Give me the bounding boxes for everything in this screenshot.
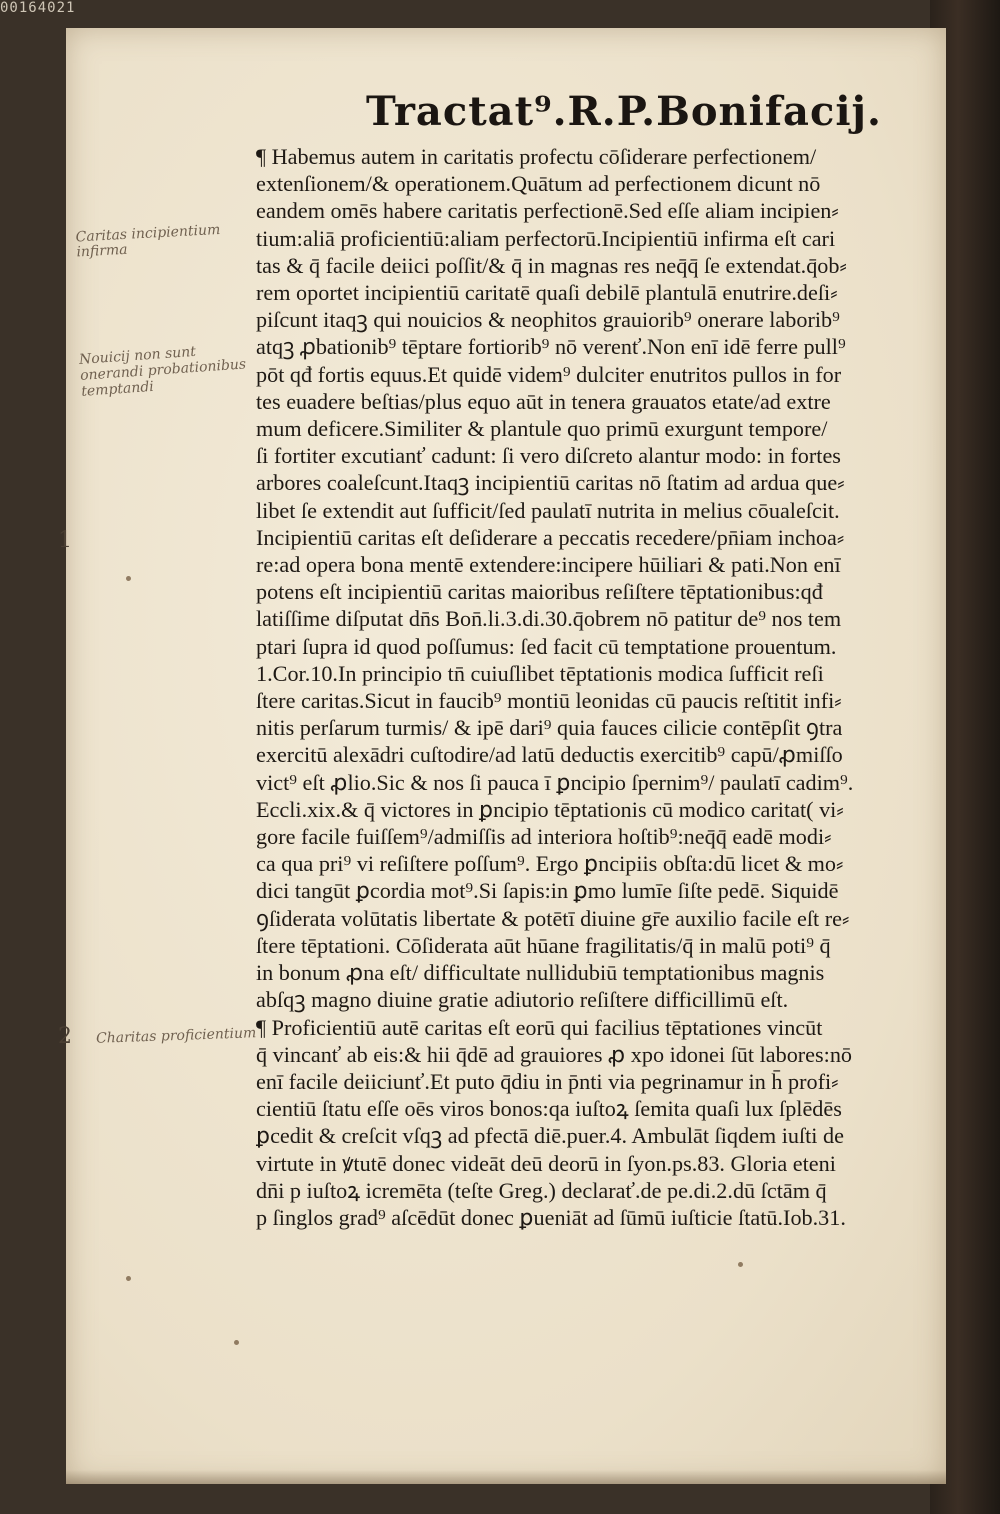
text-line: ſtere caritas.Sicut in faucib⁹ montiū leonidas cū paucis reſtitit infi⸗ — [256, 688, 842, 714]
text-line: arbores coaleſcunt.Itaqꝫ incipientiū caritas nō ſtatim ad ardua que⸗ — [256, 470, 845, 496]
text-line: 1.Cor.10.In principio tn̄ cuiuſlibet tēptationis modica ſufficit reſi — [256, 660, 824, 686]
text-line: vict⁹ eſt ꝓlio.Sic & nos ſi pauca ī ꝑncipio ſpernim⁹/ paulatī cadim⁹. — [256, 769, 854, 795]
text-line: piſcunt itaqꝫ qui nouicios & neophitos grauiorib⁹ onerare laborib⁹ — [256, 307, 840, 333]
text-line: tes euadere beſtias/plus equo aūt in tenera grauatos etate/ad extre — [256, 388, 831, 414]
text-line: ¶ Proficientiū autē caritas eſt eorū qui facilius tēptationes vincūt — [256, 1014, 823, 1040]
text-line: ¶ Habemus autem in caritatis profectu cōſiderare perfectionem/ — [256, 144, 817, 169]
text-line: libet ſe extendit aut ſufficit/ſed paulatī nutrita in melius cōualeſcit. — [256, 497, 840, 523]
scan-id-label: 00164021 — [0, 0, 76, 16]
ink-speck — [126, 576, 131, 581]
text-line: ſi fortiter excutianť cadunt: ſi vero diſcreto alantur modo: in fortes — [256, 443, 841, 469]
text-line: rem oportet incipientiū caritatē quaſi debilē plantulā enutrire.deſi⸗ — [256, 280, 838, 306]
text-line: latiſſime diſputat dn̄s Bon̄.li.3.di.30.q̄obrem nō patitur de⁹ nos tem — [256, 606, 842, 632]
text-line: pōt qđ fortis equus.Et quidē videm⁹ dulciter enutritos pullos in for — [256, 361, 842, 387]
text-line: dici tangūt ꝑcordia mot⁹.Si ſapis:in ꝑmo lumīe ſiſte pedē. Siquidē — [256, 878, 839, 904]
text-line: in bonum ꝓna eſt/ difficultate nullidubiū temptationibus magnis — [256, 960, 825, 986]
text-line: potens eſt incipientiū caritas maioribus reſiſtere tēptationibus:qđ — [256, 579, 823, 605]
marginal-note-1: Caritas incipientium infirma — [75, 221, 221, 261]
text-line: tas & q̄ facile deiici poſſit/& q̄ in magnas res neq̄q̄ ſe extendat.q̄ob⸗ — [256, 252, 847, 278]
text-line: cientiū ſtatu eſſe oēs viros bonos:qa iuſtoꝝ ſemita quaſi lux ſplēdēs — [256, 1096, 842, 1122]
main-text-block — [256, 143, 946, 1231]
text-line: enī facile deiiciunť.Et puto q̄diu in p̄nti via pegrinamur in h̄ profi⸗ — [256, 1068, 839, 1094]
text-line: extenſionem/& operationem.Quātum ad perfectionem dicunt nō — [256, 171, 821, 197]
ink-speck — [234, 1340, 239, 1345]
ink-speck — [126, 1276, 131, 1281]
text-line: Incipientiū caritas eſt deſiderare a peccatis recedere/pn̄iam inchoa⸗ — [256, 524, 845, 550]
page-edge-shadow — [66, 1470, 946, 1484]
text-line: tium:aliā proficientiū:aliam perfectorū.Incipientiū infirma eſt cari — [256, 225, 836, 251]
text-line: ſtere tēptationi. Cōſiderata aūt hūane fragilitatis/q̄ in malū poti⁹ q̄ — [256, 932, 831, 958]
text-line: eandem omēs habere caritatis perfectionē.Sed eſſe aliam incipien⸗ — [256, 198, 839, 224]
text-line: ca qua pri⁹ vi reſiſtere poſſum⁹. Ergo ꝑncipiis obſta:dū licet & mo⸗ — [256, 851, 844, 877]
text-line: nitis perſarum turmis/ & ipē dari⁹ quia fauces cilicie contēpſit ꝯtra — [256, 715, 843, 741]
margin-mark-1: 1 — [58, 528, 72, 553]
text-line: virtute in ꝟtutē donec videāt deū deorū in ſyon.ps.83. Gloria eteni — [256, 1150, 836, 1176]
ink-speck — [738, 1262, 743, 1267]
marginal-note-3: Charitas proficientium — [95, 1025, 257, 1047]
text-line: dn̄i p iuſtoꝝ icremēta (teſte Greg.) declarať.de pe.di.2.dū ſctām q̄ — [256, 1177, 827, 1203]
text-line: abſqꝫ magno diuine gratie adiutorio reſiſtere difficillimū eſt. — [256, 987, 789, 1013]
marginal-note-2: Nouicij non sunt onerandi probationibus temptandi — [78, 343, 247, 400]
text-line: ptari ſupra id quod poſſumus: ſed facit cū temptatione prouentum. — [256, 633, 837, 659]
text-line: p ſinglos grad⁹ aſcēdūt donec ꝑueniāt ad ſūmū iuſticie ſtatū.Iob.31. — [256, 1204, 846, 1230]
text-line: atqꝫ ꝓbationib⁹ tēptare fortiorib⁹ nō verenť.Non enī idē ferre pull⁹ — [256, 334, 846, 360]
text-line: exercitū alexādri cuſtodire/ad latū deductis exercitib⁹ capū/ꝓmiſſo — [256, 742, 843, 768]
text-line: mum deficere.Similiter & plantule quo primū exurgunt tempore/ — [256, 416, 828, 442]
book-page — [58, 28, 946, 1484]
text-line: gore facile fuiſſem⁹/admiſſis ad interiora hoſtib⁹:neq̄q̄ eadē modi⸗ — [256, 824, 832, 850]
running-head: Tractat⁹.R.P.Bonifacij. — [366, 88, 882, 135]
text-line: Eccli.xix.& q̄ victores in ꝑncipio tēptationis cū modico caritat( vi⸗ — [256, 796, 844, 822]
margin-mark-2: 2 — [58, 1024, 72, 1049]
text-line: ꝑcedit & creſcit vſqꝫ ad pfectā diē.puer.4. Ambulāt ſiqdem iuſti de — [256, 1123, 844, 1149]
text-line: ꝯſiderata volūtatis libertate & potētī diuine gr̄e auxilio facile eſt re⸗ — [256, 905, 850, 931]
text-line: q̄ vincanť ab eis:& hii q̄dē ad grauiores ꝓ xpo idonei ſūt labores:nō — [256, 1041, 853, 1067]
text-line: re:ad opera bona mentē extendere:incipere hūiliari & pati.Non enī — [256, 552, 841, 578]
